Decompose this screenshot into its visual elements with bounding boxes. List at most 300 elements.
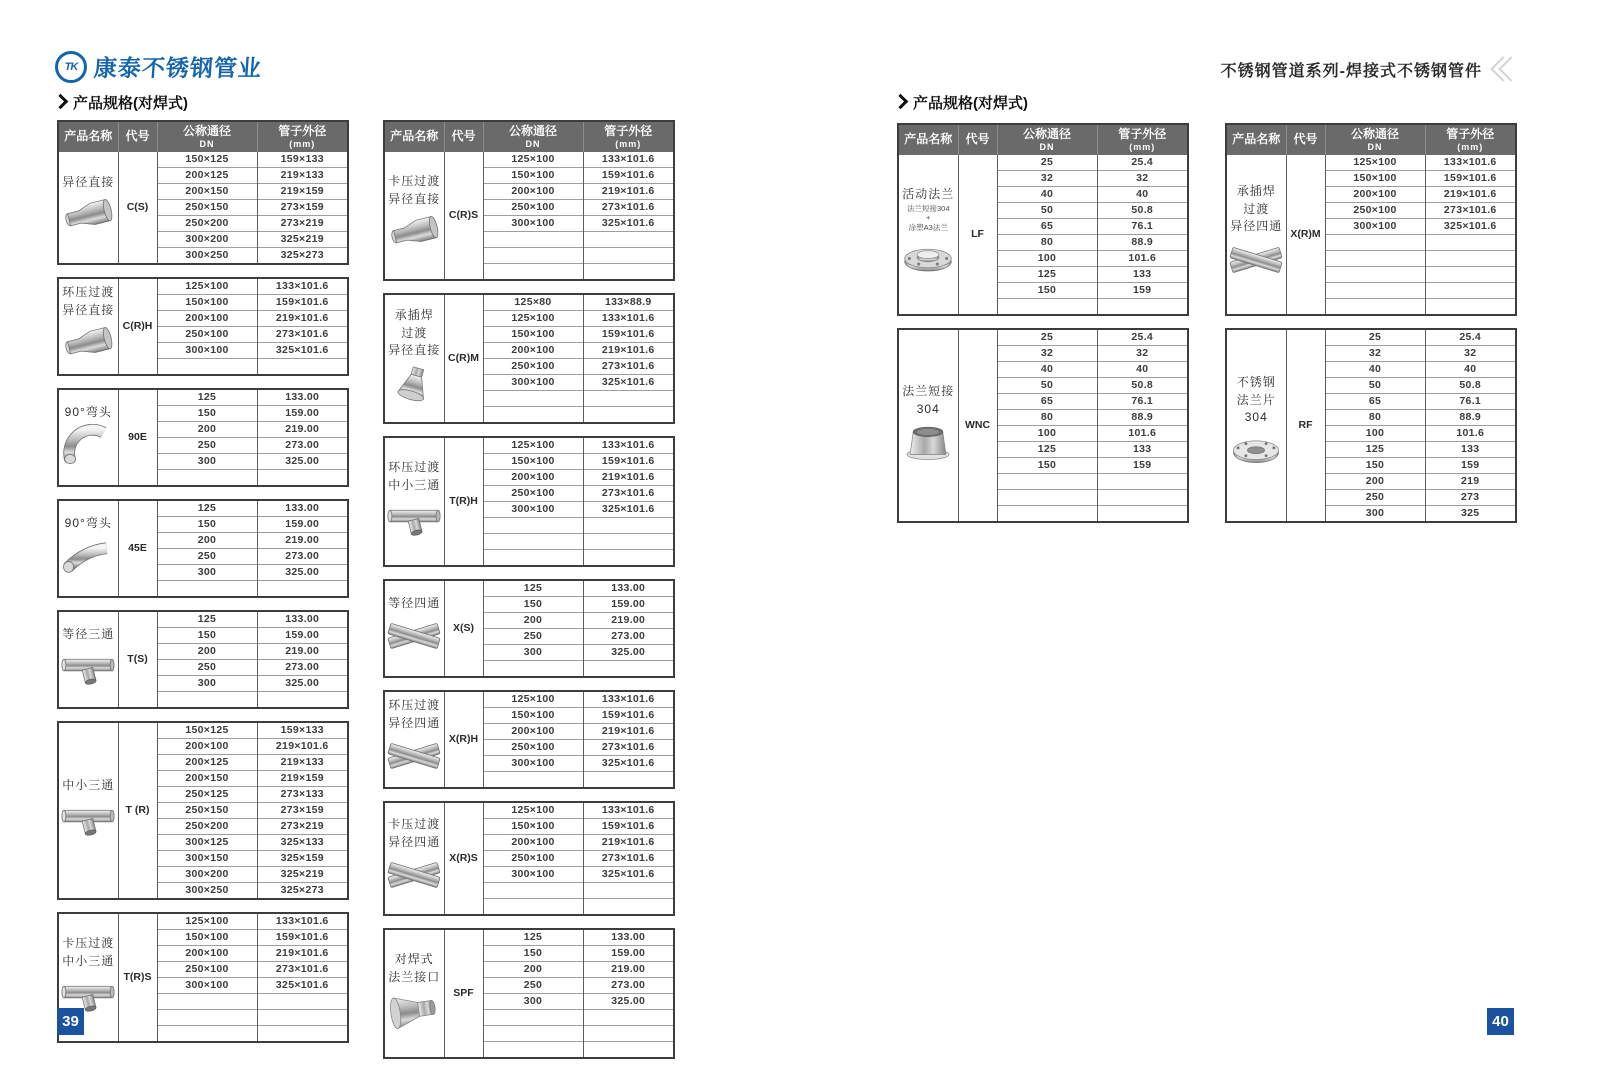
od-cell: 159×133 — [257, 722, 348, 739]
od-cell: 159×101.6 — [257, 295, 348, 311]
dn-cell: 150×100 — [483, 168, 583, 184]
spec-header-row — [58, 121, 348, 152]
dn-cell: 300×125 — [157, 835, 257, 851]
od-cell: 219.00 — [583, 962, 674, 978]
od-cell: 159 — [1097, 458, 1188, 474]
od-cell — [1097, 299, 1188, 316]
dn-cell: 300 — [157, 676, 257, 692]
product-code: X(R)H — [444, 691, 483, 788]
product-name: 卡压过渡 中小三通 — [62, 936, 115, 968]
od-cell: 40 — [1097, 187, 1188, 203]
dn-cell: 300×250 — [157, 883, 257, 900]
dn-cell: 80 — [997, 235, 1097, 251]
product-name: 不锈钢 法兰片304 — [1236, 375, 1276, 425]
od-cell: 273.00 — [583, 629, 674, 645]
od-cell: 40 — [1425, 362, 1516, 378]
dn-cell: 125 — [197, 613, 217, 625]
od-cell — [1425, 299, 1516, 316]
dn-cell: 200 — [157, 422, 257, 438]
col-header-product: 产品名称 — [58, 121, 118, 152]
od-cell: 133×88.9 — [583, 294, 674, 311]
dn-cell: 250 — [157, 549, 257, 565]
dn-cell: 125×80 — [514, 296, 552, 308]
od-cell: 219×159 — [257, 771, 348, 787]
dn-cell: 125×100 — [1353, 156, 1397, 168]
od-cell: 133.00 — [583, 929, 674, 946]
dn-cell — [483, 661, 583, 678]
dn-cell: 100 — [1325, 426, 1425, 442]
od-cell: 159 — [1425, 458, 1516, 474]
col-header-code: 代号 — [958, 124, 997, 155]
dn-cell — [997, 474, 1097, 490]
dn-cell: 200×150 — [157, 184, 257, 200]
od-cell: 133×101.6 — [583, 152, 674, 168]
od-cell: 219×101.6 — [583, 184, 674, 200]
cross-photo — [385, 615, 444, 662]
od-cell: 325×101.6 — [583, 756, 674, 772]
od-cell: 325×219 — [257, 867, 348, 883]
product-name: 环压过渡 异径四通 — [388, 698, 441, 730]
dn-cell: 125×100 — [511, 693, 555, 705]
product-name: 90°弯头 — [64, 404, 112, 419]
dn-cell — [483, 1042, 583, 1059]
od-cell: 25.4 — [1097, 329, 1188, 346]
od-cell — [583, 1026, 674, 1042]
cross-photo — [385, 854, 444, 901]
cross-photo — [1227, 239, 1286, 286]
dn-cell: 25 — [1040, 331, 1054, 343]
reducer-photo — [59, 322, 118, 369]
od-cell — [257, 692, 348, 709]
stub-photo — [899, 421, 958, 468]
spec-table — [383, 690, 675, 789]
od-cell: 159×101.6 — [583, 708, 674, 724]
dn-cell: 125 — [1325, 442, 1425, 458]
od-cell: 88.9 — [1425, 410, 1516, 426]
dn-cell: 300×100 — [157, 978, 257, 994]
tee-photo — [59, 797, 118, 844]
dn-cell — [483, 264, 583, 281]
spec-row — [384, 802, 674, 819]
od-cell: 159×101.6 — [583, 454, 674, 470]
section-title-right-label: 产品规格(对焊式) — [913, 95, 1028, 112]
dn-cell: 250×125 — [157, 787, 257, 803]
spec-table — [57, 277, 349, 376]
od-cell — [583, 391, 674, 407]
dn-cell: 300 — [483, 645, 583, 661]
od-cell: 219.00 — [257, 644, 348, 660]
dn-cell: 200×100 — [483, 835, 583, 851]
product-name-cell — [384, 437, 444, 566]
dn-cell: 300 — [483, 994, 583, 1010]
col-header-dn: 公称通径 DN — [157, 121, 257, 152]
product-name-cell — [58, 389, 118, 486]
product-name: 对焊式 法兰接口 — [388, 952, 441, 984]
od-cell: 273 — [1425, 490, 1516, 506]
od-cell: 325.00 — [583, 645, 674, 661]
dn-cell: 32 — [1325, 346, 1425, 362]
od-cell: 273.00 — [583, 978, 674, 994]
product-name-cell — [58, 152, 118, 264]
od-cell — [583, 534, 674, 550]
product-code: T (R) — [118, 722, 157, 899]
spec-table — [57, 120, 349, 265]
reducer-photo — [59, 194, 118, 241]
col-header-product: 产品名称 — [384, 121, 444, 152]
cross-photo — [385, 735, 444, 782]
od-cell — [583, 1010, 674, 1026]
product-code: C(R)S — [444, 152, 483, 280]
dn-cell: 200×100 — [157, 946, 257, 962]
od-cell: 273×133 — [257, 787, 348, 803]
dn-cell: 250×100 — [483, 200, 583, 216]
dn-cell — [483, 1026, 583, 1042]
looseflange-photo — [899, 236, 958, 283]
od-cell: 325.00 — [257, 676, 348, 692]
od-cell: 219×101.6 — [583, 470, 674, 486]
product-name-cell — [384, 802, 444, 915]
od-cell: 273×159 — [257, 803, 348, 819]
product-code: 45E — [118, 500, 157, 597]
page-number-left: 39 — [57, 1008, 84, 1035]
dn-cell — [483, 232, 583, 248]
od-cell: 133×101.6 — [583, 691, 674, 708]
od-cell: 133 — [1097, 442, 1188, 458]
dn-cell: 250 — [1325, 490, 1425, 506]
chevron-right-icon — [53, 94, 69, 110]
product-name-cell — [1226, 329, 1286, 522]
od-cell: 133 — [1425, 442, 1516, 458]
product-name-cell — [384, 691, 444, 788]
od-cell: 219×101.6 — [257, 946, 348, 962]
dn-cell: 300×100 — [483, 216, 583, 232]
spec-row — [384, 152, 674, 168]
col-header-od: 管子外径 (mm) — [1097, 124, 1188, 155]
od-cell: 159.00 — [583, 597, 674, 613]
product-code: T(S) — [118, 611, 157, 708]
od-cell: 101.6 — [1097, 426, 1188, 442]
od-cell: 325×101.6 — [257, 343, 348, 359]
dn-cell: 125 — [523, 931, 543, 943]
od-cell — [1097, 474, 1188, 490]
od-cell: 273×159 — [257, 200, 348, 216]
spec-table — [1225, 328, 1517, 523]
od-cell: 273×101.6 — [583, 200, 674, 216]
dn-cell — [997, 506, 1097, 523]
flangedisc-photo — [1227, 430, 1286, 477]
product-code: X(R)M — [1286, 155, 1325, 315]
od-cell: 325 — [1425, 506, 1516, 523]
product-name: 承插焊 过渡 异径直接 — [388, 308, 441, 358]
od-cell: 273×101.6 — [583, 486, 674, 502]
dn-cell: 80 — [997, 410, 1097, 426]
dn-cell: 250×100 — [483, 851, 583, 867]
od-cell: 325×101.6 — [257, 978, 348, 994]
od-cell: 159×101.6 — [583, 327, 674, 343]
dn-cell: 300 — [157, 454, 257, 470]
brand-logo-icon: TK — [55, 51, 87, 83]
dn-cell: 80 — [1325, 410, 1425, 426]
od-cell: 219.00 — [257, 422, 348, 438]
od-cell: 159×101.6 — [583, 168, 674, 184]
dn-cell: 25 — [1040, 156, 1054, 168]
page-number-right: 40 — [1487, 1008, 1514, 1035]
od-cell: 133×101.6 — [257, 278, 348, 295]
dn-cell: 250 — [157, 660, 257, 676]
dn-cell — [1325, 251, 1425, 267]
dn-cell: 150×100 — [483, 708, 583, 724]
od-cell: 159.00 — [257, 628, 348, 644]
product-name: 卡压过渡 异径直接 — [388, 174, 441, 206]
spec-row — [898, 155, 1188, 171]
spec-table — [57, 388, 349, 487]
product-name-cell — [1226, 155, 1286, 315]
dn-cell: 125×100 — [185, 915, 229, 927]
product-subtitle: 法兰短接304 + 涂塑A3法兰 — [906, 203, 950, 233]
spec-row — [1226, 155, 1516, 171]
dn-cell — [1325, 267, 1425, 283]
od-cell: 50.8 — [1097, 378, 1188, 394]
od-cell: 325×101.6 — [583, 375, 674, 391]
dn-cell — [483, 1010, 583, 1026]
spec-table — [383, 801, 675, 916]
spec-row — [898, 329, 1188, 346]
dn-cell: 200 — [483, 962, 583, 978]
spec-table — [57, 499, 349, 598]
spec-table — [57, 912, 349, 1043]
dn-cell: 150×100 — [1325, 171, 1425, 187]
dn-cell: 300×100 — [1325, 219, 1425, 235]
od-cell: 273×101.6 — [1425, 203, 1516, 219]
od-cell: 159.00 — [257, 406, 348, 422]
od-cell: 325×101.6 — [1425, 219, 1516, 235]
product-code: SPF — [444, 929, 483, 1058]
od-cell — [257, 994, 348, 1010]
od-cell: 133×101.6 — [1425, 155, 1516, 171]
dn-cell: 125 — [523, 582, 543, 594]
dn-cell: 125×100 — [511, 153, 555, 165]
dn-cell: 150 — [1325, 458, 1425, 474]
dn-cell: 300×100 — [483, 502, 583, 518]
dn-cell — [157, 1010, 257, 1026]
product-code: C(S) — [118, 152, 157, 264]
dn-cell: 300 — [157, 565, 257, 581]
dn-cell: 150 — [157, 406, 257, 422]
dn-cell — [483, 534, 583, 550]
spec-table — [57, 721, 349, 900]
dn-cell: 150×100 — [483, 819, 583, 835]
od-cell: 133 — [1097, 267, 1188, 283]
spec-row — [384, 929, 674, 946]
dn-cell — [157, 994, 257, 1010]
dn-cell — [157, 359, 257, 376]
dn-cell — [483, 772, 583, 789]
dn-cell: 250 — [157, 438, 257, 454]
dn-cell: 250 — [483, 978, 583, 994]
col-header-code: 代号 — [118, 121, 157, 152]
col-header-od: 管子外径 (mm) — [583, 121, 674, 152]
od-cell: 159×133 — [257, 152, 348, 168]
od-cell: 159 — [1097, 283, 1188, 299]
elbow45-photo — [59, 535, 118, 582]
od-cell — [583, 407, 674, 424]
section-title-left-label: 产品规格(对焊式) — [73, 95, 188, 112]
col-header-product: 产品名称 — [898, 124, 958, 155]
od-cell: 159×101.6 — [257, 930, 348, 946]
dn-cell: 50 — [1325, 378, 1425, 394]
reducer2-photo — [385, 363, 444, 410]
dn-cell — [157, 1026, 257, 1043]
od-cell — [583, 264, 674, 281]
spec-row — [384, 691, 674, 708]
spec-header-row — [384, 121, 674, 152]
od-cell: 159×101.6 — [583, 819, 674, 835]
dn-cell: 200 — [483, 613, 583, 629]
od-cell: 133×101.6 — [583, 311, 674, 327]
od-cell: 133.00 — [257, 611, 348, 628]
dn-cell — [997, 490, 1097, 506]
product-code: LF — [958, 155, 997, 315]
dn-cell: 200×125 — [157, 755, 257, 771]
spec-row — [58, 278, 348, 295]
tee-photo — [59, 646, 118, 693]
dn-cell: 150×100 — [483, 327, 583, 343]
brand-logo — [55, 50, 262, 83]
od-cell — [583, 248, 674, 264]
dn-cell: 200×150 — [157, 771, 257, 787]
od-cell: 219 — [1425, 474, 1516, 490]
od-cell — [583, 899, 674, 916]
od-cell: 273×101.6 — [583, 851, 674, 867]
dn-cell — [157, 470, 257, 487]
col-header-od: 管子外径 (mm) — [1425, 124, 1516, 155]
dn-cell: 65 — [997, 219, 1097, 235]
od-cell — [583, 232, 674, 248]
dn-cell: 250×100 — [157, 962, 257, 978]
dn-cell — [483, 883, 583, 899]
product-name-cell — [898, 155, 958, 315]
spec-row — [384, 437, 674, 454]
dn-cell: 125 — [197, 391, 217, 403]
spec-header-row — [898, 124, 1188, 155]
od-cell: 219.00 — [583, 613, 674, 629]
od-cell: 32 — [1097, 171, 1188, 187]
col-header-dn: 公称通径 DN — [997, 124, 1097, 155]
dn-cell: 200×100 — [157, 739, 257, 755]
spec-table — [897, 123, 1189, 316]
od-cell: 325×273 — [257, 248, 348, 265]
dn-cell: 150×100 — [157, 295, 257, 311]
product-name-cell — [384, 294, 444, 423]
dn-cell: 125×100 — [511, 804, 555, 816]
tee-photo — [385, 497, 444, 544]
od-cell: 133×101.6 — [583, 802, 674, 819]
spec-table — [383, 928, 675, 1059]
dn-cell — [483, 391, 583, 407]
product-code: WNC — [958, 329, 997, 522]
od-cell — [257, 1026, 348, 1043]
od-cell: 325×101.6 — [583, 502, 674, 518]
product-name: 异径直接 — [62, 174, 115, 189]
od-cell: 273.00 — [257, 549, 348, 565]
od-cell — [257, 359, 348, 376]
dn-cell: 40 — [1325, 362, 1425, 378]
dn-cell: 200×125 — [157, 168, 257, 184]
dn-cell: 150 — [483, 597, 583, 613]
product-name: 等径四通 — [388, 595, 441, 610]
dn-cell: 300×100 — [483, 867, 583, 883]
dn-cell: 150 — [157, 517, 257, 533]
dn-cell: 200 — [157, 644, 257, 660]
dn-cell: 300×100 — [483, 756, 583, 772]
od-cell: 159.00 — [257, 517, 348, 533]
od-cell: 159×101.6 — [1425, 171, 1516, 187]
od-cell — [257, 581, 348, 598]
product-name: 等径三通 — [62, 626, 115, 641]
dn-cell — [483, 899, 583, 916]
od-cell: 325.00 — [583, 994, 674, 1010]
dn-cell: 150×100 — [483, 454, 583, 470]
dn-cell: 150×125 — [185, 724, 229, 736]
dn-cell: 300 — [1325, 506, 1425, 523]
dn-cell: 100 — [997, 426, 1097, 442]
spec-row — [1226, 329, 1516, 346]
dn-cell: 200 — [1325, 474, 1425, 490]
product-name-cell — [58, 278, 118, 375]
product-name-cell — [58, 722, 118, 899]
od-cell — [583, 661, 674, 678]
spec-row — [58, 389, 348, 406]
od-cell: 133.00 — [583, 580, 674, 597]
product-name-cell — [384, 152, 444, 280]
dn-cell: 100 — [997, 251, 1097, 267]
table-column-2 — [383, 120, 673, 1071]
od-cell — [1425, 235, 1516, 251]
od-cell: 273×219 — [257, 216, 348, 232]
product-name: 承插焊 过渡 异径四通 — [1230, 184, 1283, 234]
od-cell: 219×101.6 — [583, 724, 674, 740]
dn-cell: 150 — [997, 283, 1097, 299]
elbow90-photo — [59, 424, 118, 471]
dn-cell: 200×100 — [157, 311, 257, 327]
od-cell: 101.6 — [1097, 251, 1188, 267]
od-cell: 88.9 — [1097, 410, 1188, 426]
dn-cell — [483, 550, 583, 567]
dn-cell: 150 — [997, 458, 1097, 474]
product-code: 90E — [118, 389, 157, 486]
od-cell: 325×101.6 — [583, 867, 674, 883]
section-title-right — [895, 92, 1028, 113]
section-title-left — [55, 92, 188, 113]
dn-cell: 125×100 — [511, 439, 555, 451]
product-name: 法兰短接 304 — [902, 384, 955, 416]
dn-cell: 200×100 — [483, 470, 583, 486]
dn-cell: 250×150 — [157, 200, 257, 216]
dn-cell — [157, 581, 257, 598]
od-cell: 325×273 — [257, 883, 348, 900]
dn-cell: 300×250 — [157, 248, 257, 265]
dn-cell: 250×100 — [483, 740, 583, 756]
od-cell — [257, 1010, 348, 1026]
product-name-cell — [58, 500, 118, 597]
od-cell: 76.1 — [1425, 394, 1516, 410]
spec-table — [1225, 123, 1517, 316]
dn-cell — [483, 248, 583, 264]
col-header-code: 代号 — [444, 121, 483, 152]
dn-cell — [157, 692, 257, 709]
dn-cell: 250×200 — [157, 819, 257, 835]
dn-cell — [483, 518, 583, 534]
